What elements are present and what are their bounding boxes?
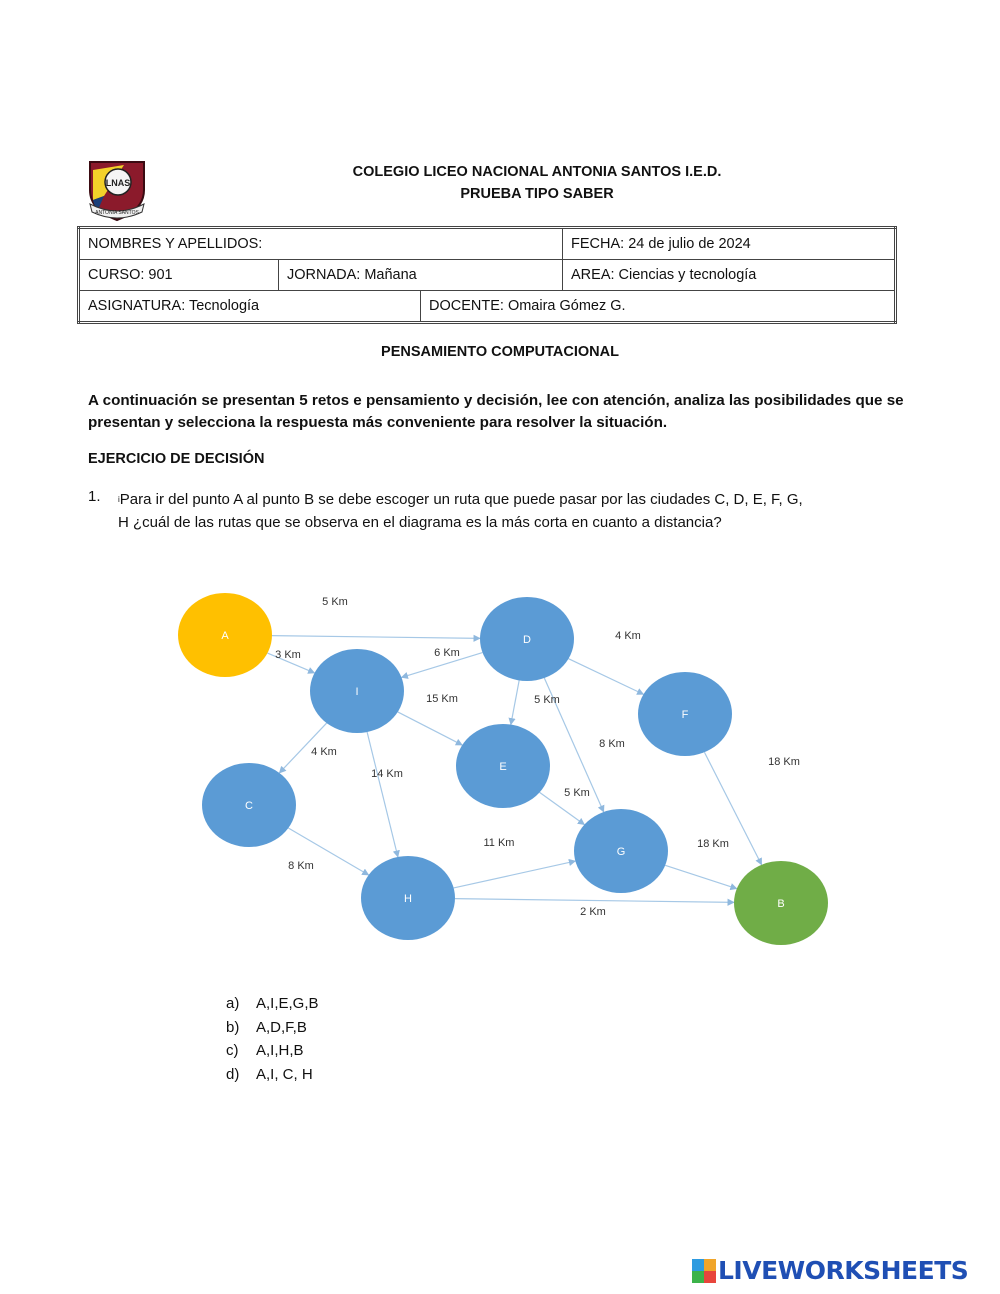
edge-g-b [665,865,737,888]
school-name: COLEGIO LICEO NACIONAL ANTONIA SANTOS I.E.D. [352,164,722,180]
edge-label-i-e: 15 Km [426,693,458,705]
option-letter: a) [226,995,240,1012]
question-number: 1. [88,488,101,505]
edge-i-h [367,732,398,857]
edge-label-d-f: 4 Km [615,630,641,642]
edge-label-d-e: 5 Km [534,694,560,706]
option-letter: c) [226,1042,239,1059]
option-text: A,I,H,B [256,1042,304,1059]
option-letter: b) [226,1018,240,1036]
option-a[interactable] [226,995,319,1019]
edge-label-a-i: 3 Km [275,649,301,661]
edge-label-i-h: 14 Km [371,768,403,780]
edge-d-e [511,680,519,724]
node-label-f: F [681,709,689,721]
node-label-i: I [355,686,359,698]
option-text: A,I, C, H [256,1065,313,1083]
edge-label-a-d: 5 Km [322,596,348,608]
edge-label-f-b: 18 Km [768,756,800,768]
edge-label-h-g: 11 Km [483,837,515,849]
option-text: A,D,F,B [256,1018,307,1036]
node-label-h: H [404,893,412,905]
question-text [118,488,808,534]
names-field[interactable]: NOMBRES Y APELLIDOS: [79,228,563,260]
edge-label-d-i: 6 Km [434,647,460,659]
subject-cell: ASIGNATURA: Tecnología [79,291,421,323]
edge-h-g [454,861,576,888]
section-title: PENSAMIENTO COMPUTACIONAL [381,344,619,360]
option-text: A,I,E,G,B [256,995,319,1012]
shift-cell: JORNADA: Mañana [279,260,563,291]
option-b[interactable] [226,1019,319,1043]
node-label-a: A [221,630,229,642]
option-letter: d) [226,1065,240,1083]
area-cell: AREA: Ciencias y tecnología [563,260,896,291]
question-mark: i [118,495,120,504]
liveworksheets-brand[interactable] [692,1256,968,1285]
node-label-c: C [245,800,253,812]
intro-paragraph: A continuación se presentan 5 retos e pensamiento y decisión, lee con atención, analiza las posibilidades que se presentan y selecciona la respuesta más conveniente para resolver la situación. [88,392,904,431]
logo-ribbon-text: ANTONIA SANTOS [95,210,139,216]
option-c[interactable] [226,1042,319,1066]
edge-label-h-b: 2 Km [580,906,606,918]
date-cell: FECHA: 24 de julio de 2024 [563,228,896,260]
edge-i-e [398,712,463,745]
edge-label-g-b: 18 Km [697,838,729,850]
option-d[interactable] [226,1066,319,1090]
edge-label-c-h: 8 Km [288,860,314,872]
question-body: Para ir del punto A al punto B se debe escoger un ruta que puede pasar por las ciudades C, D, E, F, G, H ¿cuál de las rutas que se observa en el diagrama es la más corta en cuanto a distancia? [118,491,803,531]
node-label-d: D [523,634,531,646]
edge-label-e-g: 5 Km [564,787,590,799]
answer-options [226,995,319,1089]
logo-initials: LNAS [105,178,131,188]
test-type: PRUEBA TIPO SABER [460,186,614,202]
edge-a-d [272,636,480,639]
edge-label-d-g: 8 Km [599,738,625,750]
teacher-cell: DOCENTE: Omaira Gómez G. [421,291,896,323]
node-label-g: G [616,846,626,858]
edge-h-b [455,899,734,903]
edge-label-i-c: 4 Km [311,746,337,758]
exercise-title: EJERCICIO DE DECISIÓN [88,451,265,467]
edge-d-f [569,659,644,695]
node-label-b: B [777,898,785,910]
student-info-table [77,226,897,324]
brand-name: LIVEWORKSHEETS [718,1256,969,1285]
route-diagram [170,585,850,955]
node-label-e: E [499,761,507,773]
liveworksheets-logo-icon [692,1259,716,1283]
course-cell: CURSO: 901 [79,260,279,291]
